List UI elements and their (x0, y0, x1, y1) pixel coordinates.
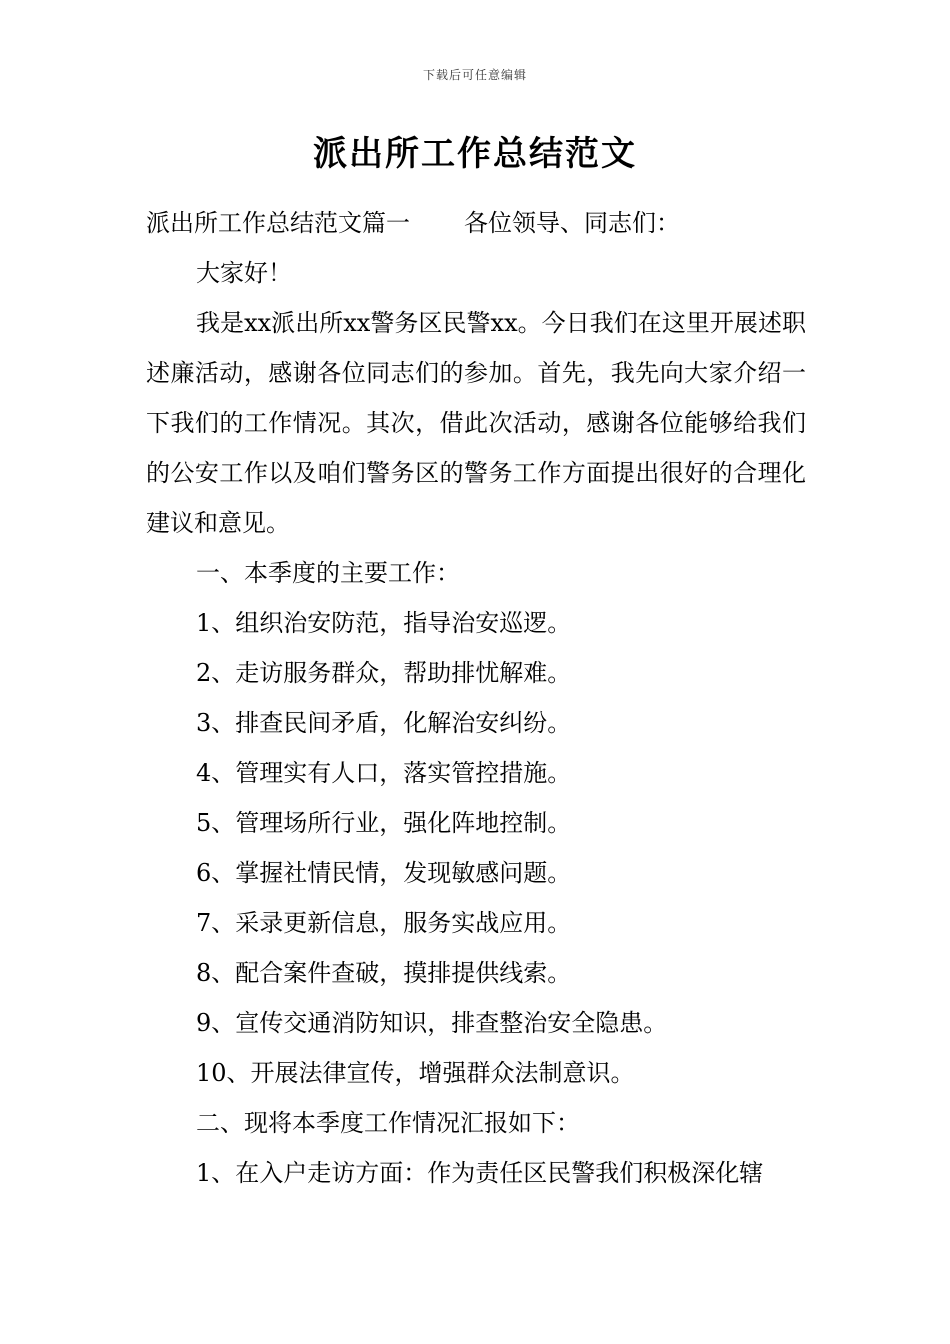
list-item: 7、采录更新信息，服务实战应用。 (196, 909, 572, 937)
document-body (146, 198, 806, 1198)
intro-line (146, 198, 806, 248)
section-heading-main-work: 一、本季度的主要工作： (196, 559, 460, 587)
list-item: 8、配合案件查破，摸排提供线索。 (196, 959, 572, 987)
list-item: 6、掌握社情民情，发现敏感问题。 (196, 859, 572, 887)
intro-heading: 派出所工作总结范文篇一 (146, 209, 410, 237)
list-item: 4、管理实有人口，落实管控措施。 (196, 759, 572, 787)
paragraph-intro: 我是xx派出所xx警务区民警xx。今日我们在这里开展述职述廉活动，感谢各位同志们的参加。首先，我先向大家介绍一下我们的工作情况。其次，借此次活动，感谢各位能够给我们的公安工作以及咱们警务区的警务工作方面提出很好的合理化建议和意见。 (146, 309, 806, 537)
list-item: 1、组织治安防范，指导治安巡逻。 (196, 609, 572, 637)
section-heading-report: 二、现将本季度工作情况汇报如下： (196, 1109, 580, 1137)
salutation: 各位领导、同志们： (464, 209, 680, 237)
paragraph-home-visits: 1、在入户走访方面：作为责任区民警我们积极深化辖 (196, 1159, 764, 1187)
greeting: 大家好！ (196, 259, 292, 287)
document-title: 派出所工作总结范文 (313, 134, 637, 174)
list-item: 3、排查民间矛盾，化解治安纠纷。 (196, 709, 572, 737)
header-note: 下载后可任意编辑 (422, 68, 527, 82)
list-item: 2、走访服务群众，帮助排忧解难。 (196, 659, 572, 687)
list-item: 5、管理场所行业，强化阵地控制。 (196, 809, 572, 837)
list-item: 9、宣传交通消防知识，排查整治安全隐患。 (196, 1009, 668, 1037)
list-item: 10、开展法律宣传，增强群众法制意识。 (196, 1059, 635, 1087)
